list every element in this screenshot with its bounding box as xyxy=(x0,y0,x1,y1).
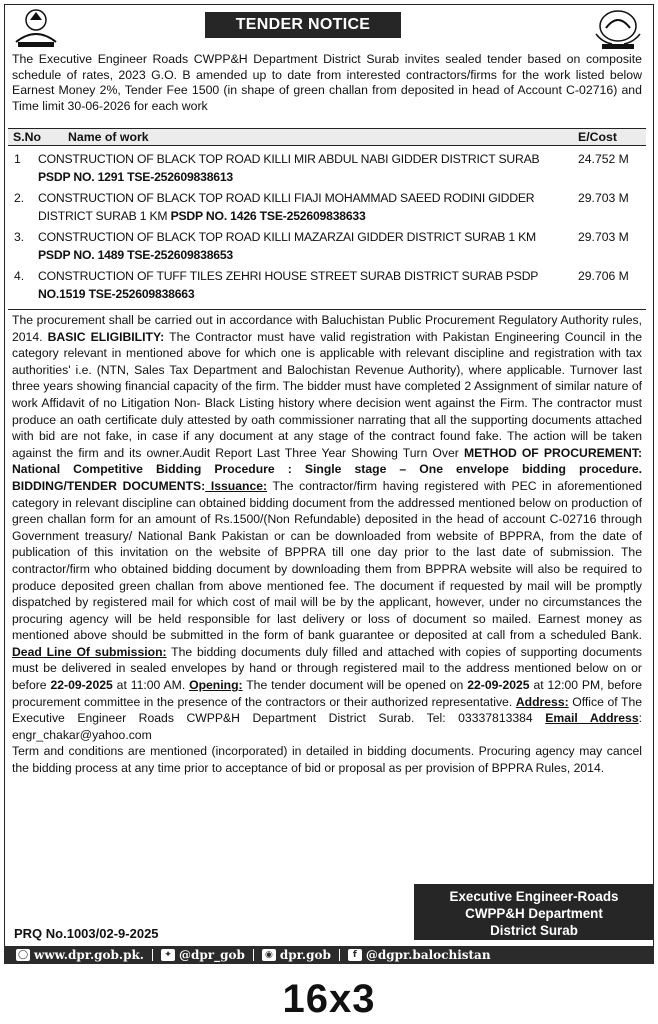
row-cost: 29.703 M xyxy=(578,191,629,205)
footer-bar xyxy=(4,946,654,964)
row-work: CONSTRUCTION OF BLACK TOP ROAD KILLI FIAJI MOHAMMAD SAEED RODINI GIDDER DISTRICT SURAB 1 KM PSDP NO. 1426 TSE-252609838633 xyxy=(38,191,535,223)
globe-icon: ◯ xyxy=(17,950,29,960)
row-sno: 2. xyxy=(14,191,25,205)
row-work: CONSTRUCTION OF TUFF TILES ZEHRI HOUSE STREET SURAB DISTRICT SURAB PSDP NO.1519 TSE-252609838663 xyxy=(38,269,539,301)
signature-line: Executive Engineer-Roads xyxy=(449,889,619,904)
opening-date: 22-09-2025 xyxy=(467,678,530,693)
works-table xyxy=(8,150,646,307)
intro-paragraph: The Executive Engineer Roads CWPP&H Department District Surab invites sealed tender based on composite schedule of rates, 2023 G.O. B amended up to date from interested contractors/firms for the work listed below Earnest Money 2%, Tender Fee 1500 (in shape of green challan from deposited in head of Account C-02716) and Time limit 30-06-2026 for each work xyxy=(12,52,642,113)
row-sno: 3. xyxy=(14,230,25,244)
table-row xyxy=(8,228,646,267)
row-cost: 29.706 M xyxy=(578,269,629,283)
instagram-handle[interactable]: dpr.gob xyxy=(279,948,331,962)
col-sno-header: S.No xyxy=(13,130,42,144)
basic-eligibility-label: BASIC ELIGIBILITY: xyxy=(47,329,165,344)
table-row xyxy=(8,150,646,189)
table-row xyxy=(8,189,646,228)
row-sno: 1 xyxy=(14,152,21,166)
row-cost: 29.703 M xyxy=(578,230,629,244)
department-seal-icon xyxy=(592,6,644,50)
col-work-header: Name of work xyxy=(68,130,149,144)
facebook-icon: f xyxy=(348,949,362,961)
signature-block xyxy=(414,884,654,940)
signature-line: CWPP&H Department xyxy=(465,906,603,921)
issuance-label: Issuance: xyxy=(205,478,268,493)
government-emblem-icon xyxy=(10,6,62,50)
signature-line: District Surab xyxy=(490,923,578,938)
website-link[interactable]: www.dpr.gob.pk. xyxy=(34,948,144,962)
submission-date: 22-09-2025 xyxy=(50,678,113,693)
instagram-icon: ◉ xyxy=(262,949,276,961)
deadline-label: Dead Line Of submission: xyxy=(12,644,167,659)
divider xyxy=(339,949,340,961)
address-label: Address: xyxy=(515,694,569,709)
terms-body: The procurement shall be carried out in accordance with Baluchistan Public Procurement Regulatory Authority rules, 2014. BASIC ELIGIBILITY: The Contractor must have valid registration with Pakistan Engineering Council in the category relevant in mentioned above for which one is applicable with relevant discipline and registration with tax authorities' i.e. (NTN, Sales Tax Department and Balochistan Revenue Authority), where applicable. Turnover last three years showing financial capacity of the firm. The bidder must have completed 2 Assignment of similar nature of work Affidavit of no Litigation Non- Black Listing history where decision went against the Firm. The contractor must produce an oath certificate duly attested by oath commissioner narrating that all the supporting documents attached with bid are not fake, in case if any document at any stage of the contract found fake. The action will be taken against the firm and its owner.Audit Report Last Three Year Showing Turn Over METHOD OF PROCUREMENT: National Competitive Bidding Procedure : Single stage – One envelope bidding procedure. BIDDING/TENDER DOCUMENTS: Issuance: The contractor/firm having registered with PEC in aforementioned category in relevant discipline can obtained bidding document from the addressed mentioned below on production of green challan form for an amount of Rs.1500/(Non Refundable) deposited in the head of account C-02716 through Government treasury/ National Bank Pakistan or can be downloaded from website of BPPRA, from the date of publication of this invitation on the website of BPPRA till one day prior to the last date of submission. The contractor/firm who obtained bidding document by downloading them from BPPRA website will also be required to produce deposited green challan from above mentioned fee. The document if requested by mail will be promptly dispatched by registered mail for which cost of mail will be by the applicant, however, under no circumstances the procuring agency will be held responsible for last delivery or loss of document so mailed. Earnest money as mentioned above should be submitted in the form of bank guarantee or deposited at call from a scheduled Bank. Dead Line Of submission: The bidding documents duly filled and attached with copies of supporting documents must be delivered in sealed envelopes by hand or through registered mail to the address mentioned below on or before 22-09-2025 at 11:00 AM. Opening: The tender document will be opened on 22-09-2025 at 12:00 PM, before procurement committee in the presence of the contractors or their authorized representative. Address: Office of The Executive Engineer Roads CWPP&H Department District Surab. Tel: 03337813384 Email Address: engr_chakar@yahoo.com Term and conditions are mentioned (incorporated) in detailed in bidding documents. Procuring agency may cancel the bidding process at any time prior to acceptance of bid or proposal as per provision of BPPRA Rules, 2014. xyxy=(8,309,646,777)
divider xyxy=(152,949,153,961)
terms-paragraph: Term and conditions are mentioned (incorporated) in detailed in bidding documents. Procuring agency may cancel the bidding process at any time prior to acceptance of bid or proposal as per provision of BPPRA Rules, 2014. xyxy=(12,744,642,776)
email-value[interactable]: : engr_chakar@yahoo.com xyxy=(12,711,643,742)
table-header xyxy=(8,128,646,146)
prq-number: PRQ No.1003/02-9-2025 xyxy=(14,926,159,941)
twitter-icon: ✦ xyxy=(161,949,175,961)
ad-size-label: 16x3 xyxy=(282,977,376,1021)
row-work: CONSTRUCTION OF BLACK TOP ROAD KILLI MAZARZAI GIDDER DISTRICT SURAB 1 KM PSDP NO. 1489 TSE-252609838653 xyxy=(38,230,537,262)
email-label: Email Address xyxy=(545,711,639,726)
row-sno: 4. xyxy=(14,269,25,283)
row-work: CONSTRUCTION OF BLACK TOP ROAD KILLI MIR ABDUL NABI GIDDER DISTRICT SURAB PSDP NO. 1291 TSE-252609838613 xyxy=(38,152,540,184)
twitter-handle[interactable]: @dpr_gob xyxy=(179,948,245,962)
col-cost-header: E/Cost xyxy=(578,130,617,144)
divider xyxy=(253,949,254,961)
row-cost: 24.752 M xyxy=(578,152,629,166)
table-row xyxy=(8,267,646,306)
method-label: METHOD OF PROCUREMENT: National Competitive Bidding Procedure : Single stage – One envelope bidding procedure. BIDDING/TENDER DOCUMENTS: xyxy=(12,445,642,493)
page-title: TENDER NOTICE xyxy=(205,12,401,38)
opening-label: Opening: xyxy=(189,678,243,693)
facebook-handle[interactable]: @dgpr.balochistan xyxy=(365,948,491,962)
